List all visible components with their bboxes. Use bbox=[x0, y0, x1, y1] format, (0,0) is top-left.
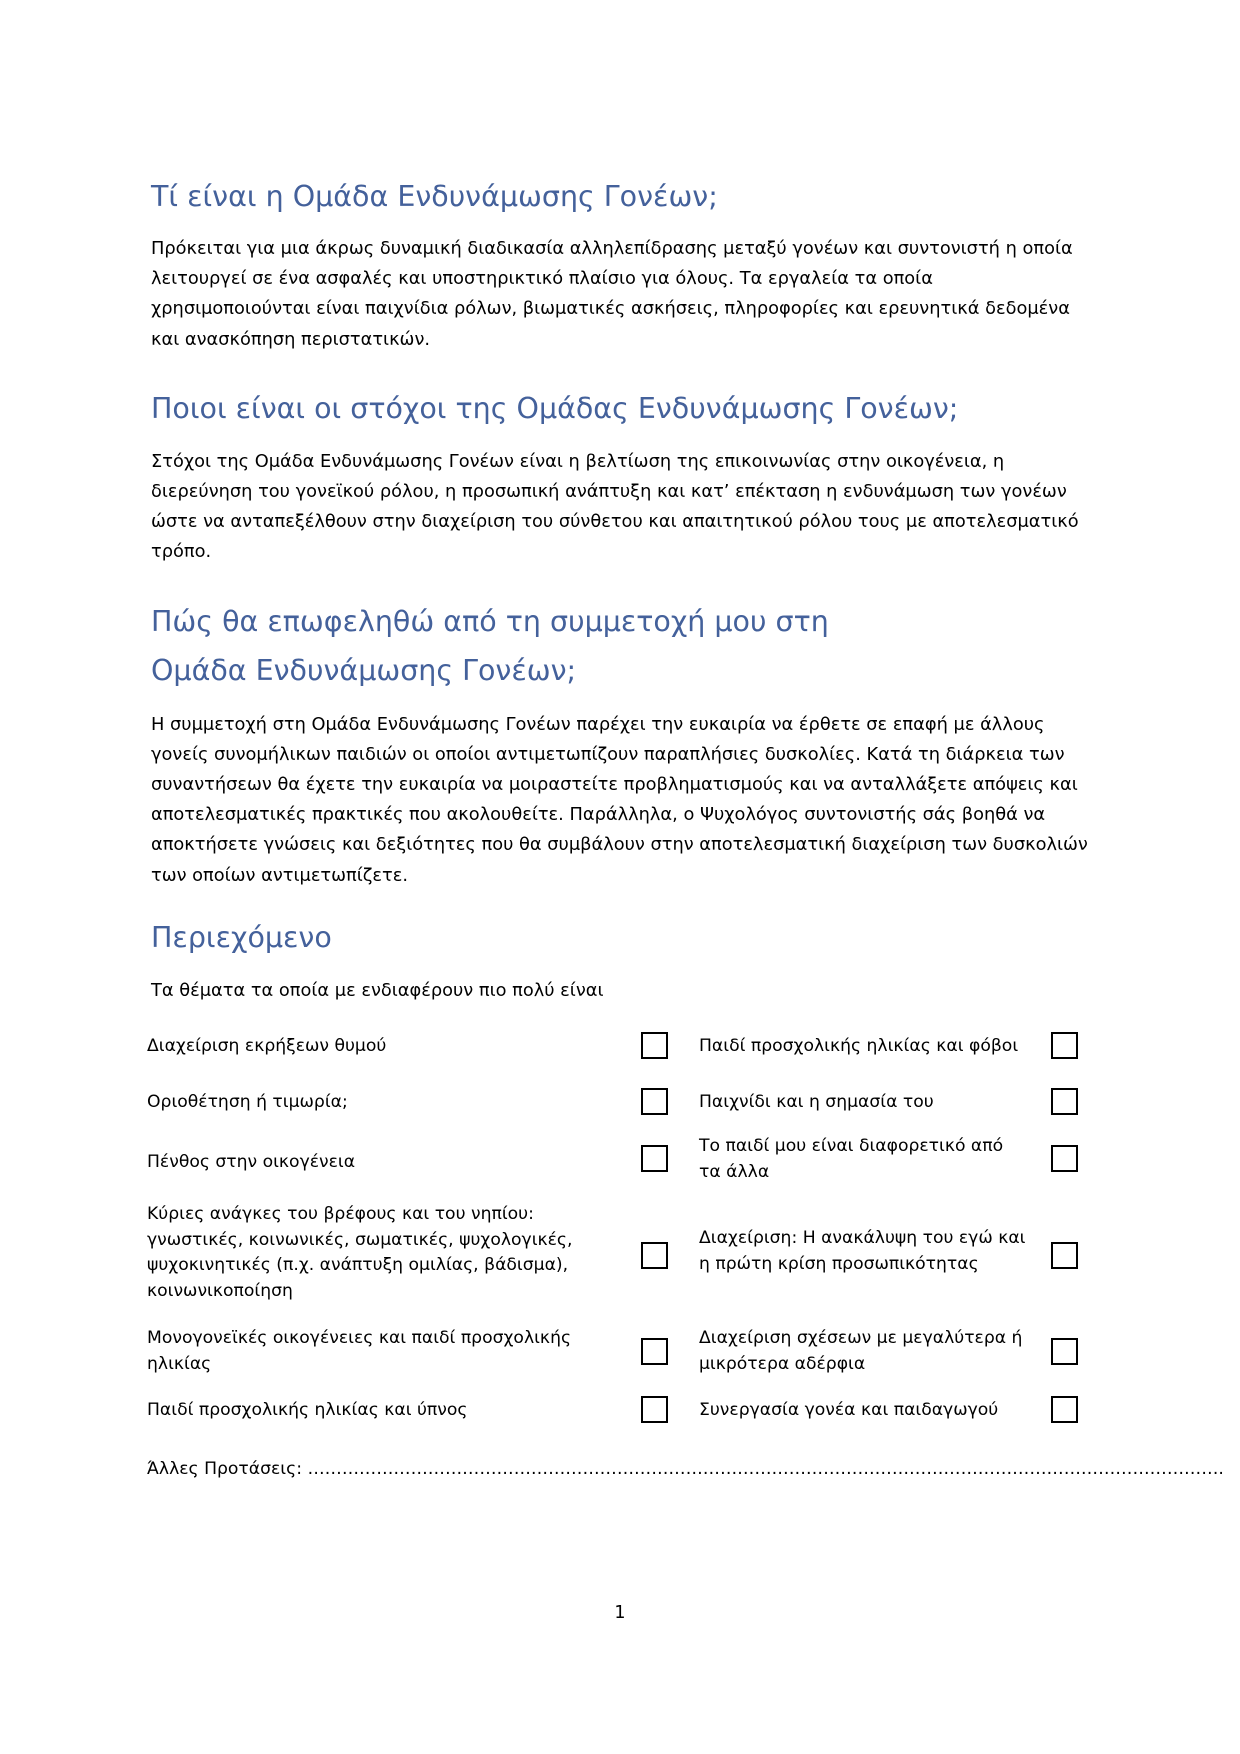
topic-label: Οριοθέτηση ή τιμωρία; bbox=[147, 1092, 348, 1112]
topic-label: Το παιδί μου είναι διαφορετικό από τα άλλα bbox=[699, 1136, 1004, 1182]
topic-checkbox[interactable] bbox=[1051, 1396, 1078, 1423]
topic-label: Συνεργασία γονέα και παιδαγωγού bbox=[699, 1400, 999, 1420]
topic-label: Μονογονεϊκές οικογένειες και παιδί προσχολικής ηλικίας bbox=[147, 1328, 572, 1374]
topic-label: Πένθος στην οικογένεια bbox=[147, 1152, 356, 1172]
topic-checkbox[interactable] bbox=[641, 1338, 668, 1365]
topic-label: Παιχνίδι και η σημασία του bbox=[699, 1092, 934, 1112]
topic-checkbox[interactable] bbox=[641, 1032, 668, 1059]
topic-label: Διαχείριση: Η ανακάλυψη του εγώ και η πρώτη κρίση προσωπικότητας bbox=[699, 1228, 1026, 1274]
topic-checkbox[interactable] bbox=[1051, 1242, 1078, 1269]
section-body-goals: Στόχοι της Ομάδα Ενδυνάμωσης Γονέων είναι η βελτίωση της επικοινωνίας στην οικογένεια, η διερεύνηση του γονεϊκού ρόλου, η προσωπική ανάπτυξη και κατ’ επέκταση η ενδυνάμωση των γονέων ώστε να ανταπεξέλθουν στην διαχείριση του σύνθετου και απαιτητικού ρόλου τους με αποτελεσματικό τρόπο. bbox=[151, 450, 1079, 563]
content-heading: Περιεχόμενο bbox=[151, 920, 332, 954]
section-body-benefits: Η συμμετοχή στη Ομάδα Ενδυνάμωσης Γονέων παρέχει την ευκαιρία να έρθετε σε επαφή με άλλους γονείς συνομήλικων παιδιών οι οποίοι αντιμετωπίζουν παραπλήσιες δυσκολίες. Κατά τη διάρκεια των συναντήσεων θα έχετε την ευκαιρία να μοιραστείτε προβληματισμούς και να ανταλλάξετε απόψεις και αποτελεσματικές πρακτικές που ακολουθείτε. Παράλληλα, ο Ψυχολόγος συντονιστής σάς βοηθά να αποκτήσετε γνώσεις και δεξιότητες που θα συμβάλουν στην αποτελεσματική διαχείριση των δυσκολιών των οποίων αντιμετωπίζετε. bbox=[151, 713, 1088, 886]
topic-label: Παιδί προσχολικής ηλικίας και φόβοι bbox=[699, 1036, 1019, 1056]
other-suggestions-field[interactable]: Άλλες Προτάσεις: ……………………………………………………………………………………………………………………………………………. bbox=[147, 1459, 1224, 1479]
topic-label: Διαχείριση σχέσεων με μεγαλύτερα ή μικρότερα αδέρφια bbox=[699, 1328, 1023, 1374]
topic-checkbox[interactable] bbox=[641, 1145, 668, 1172]
topic-label: Διαχείριση εκρήξεων θυμού bbox=[147, 1036, 387, 1056]
document-content bbox=[151, 172, 1091, 1006]
topic-checkbox[interactable] bbox=[641, 1088, 668, 1115]
page-number: 1 bbox=[614, 1603, 626, 1623]
topic-label: Κύριες ανάγκες του βρέφους και του νηπίου: γνωστικές, κοινωνικές, σωματικές, ψυχολογικές, ψυχοκινητικές (π.χ. ανάπτυξη ομιλίας, βάδισμα), κοινωνικοποίηση bbox=[147, 1204, 573, 1301]
topic-checkbox[interactable] bbox=[1051, 1338, 1078, 1365]
topic-checkbox[interactable] bbox=[1051, 1145, 1078, 1172]
topic-checkbox[interactable] bbox=[1051, 1032, 1078, 1059]
section-body-what-is: Πρόκειται για μια άκρως δυναμική διαδικασία αλληλεπίδρασης μεταξύ γονέων και συντονιστή η οποία λειτουργεί σε ένα ασφαλές και υποστηρικτικό πλαίσιο για όλους. Τα εργαλεία τα οποία χρησιμοποιούνται είναι παιχνίδια ρόλων, βιωματικές ασκήσεις, πληροφορίες και ερευνητικά δεδομένα και ανασκόπηση περιστατικών. bbox=[151, 238, 1073, 350]
topic-checkbox[interactable] bbox=[641, 1396, 668, 1423]
topic-checkbox[interactable] bbox=[641, 1242, 668, 1269]
topic-label: Παιδί προσχολικής ηλικίας και ύπνος bbox=[147, 1400, 468, 1420]
section-heading-what-is: Τί είναι η Ομάδα Ενδυνάμωσης Γονέων; bbox=[151, 180, 718, 213]
content-intro: Τα θέματα τα οποία με ενδιαφέρουν πιο πολύ είναι bbox=[151, 979, 604, 1001]
section-heading-benefits: Πώς θα επωφεληθώ από τη συμμετοχή μου στη Ομάδα Ενδυνάμωσης Γονέων; bbox=[151, 604, 829, 687]
topic-checkbox[interactable] bbox=[1051, 1088, 1078, 1115]
section-heading-goals: Ποιοι είναι οι στόχοι της Ομάδας Ενδυνάμωσης Γονέων; bbox=[151, 391, 959, 425]
